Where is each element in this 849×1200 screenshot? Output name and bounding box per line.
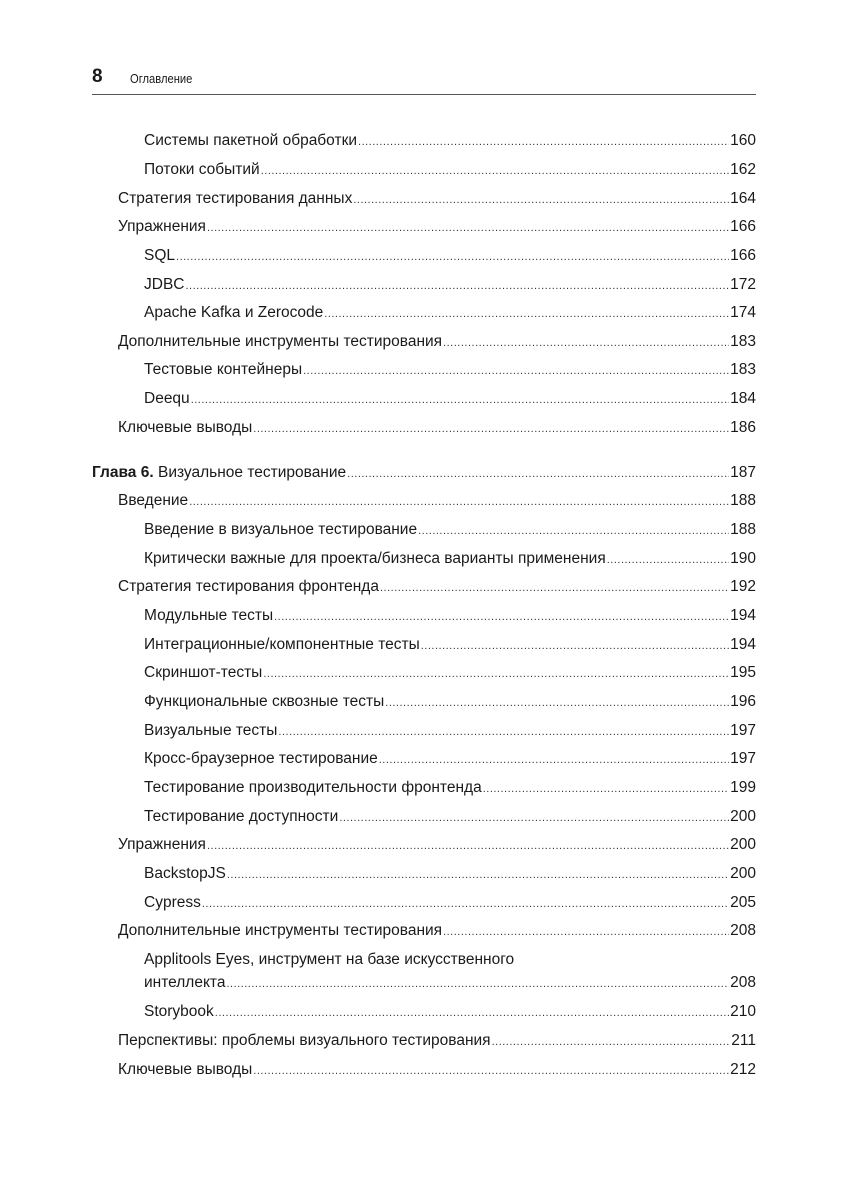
dot-leader [176, 247, 729, 267]
chapter-title: Визуальное тестирование [157, 464, 347, 481]
toc-entry[interactable] [144, 160, 756, 180]
dot-leader [278, 722, 729, 742]
toc-entry[interactable] [118, 217, 756, 237]
toc-entry-title: интеллекта [144, 974, 226, 991]
dot-leader [607, 550, 729, 570]
toc-entry-page: 205 [730, 894, 756, 911]
toc-entry-page: 172 [730, 276, 756, 293]
toc-entry[interactable] [144, 303, 756, 323]
dot-leader [207, 836, 729, 856]
toc-entry-title-line1: Applitools Eyes, инструмент на базе искусственного [144, 951, 515, 968]
toc-entry-title: Скриншот-тесты [144, 664, 263, 681]
toc-entry-title: BackstopJS [144, 865, 226, 882]
toc-entry[interactable] [144, 778, 756, 798]
toc-entry-page: 197 [730, 722, 756, 739]
dot-leader [324, 304, 729, 324]
toc-entry[interactable] [144, 549, 756, 569]
dot-leader [207, 218, 729, 238]
dot-leader [347, 464, 729, 484]
dot-leader [261, 161, 729, 181]
toc-entry-title: Потоки событий [144, 161, 260, 178]
toc-entry[interactable] [118, 418, 756, 438]
toc-entry-page: 183 [730, 361, 756, 378]
dot-leader [185, 276, 729, 296]
dot-leader [253, 1061, 729, 1081]
toc-entry-page: 183 [730, 333, 756, 350]
toc-entry-title: Визуальные тесты [144, 722, 278, 739]
toc-entry[interactable] [144, 389, 756, 409]
toc-entry-page: 192 [730, 578, 756, 595]
toc-entry-title: Функциональные сквозные тесты [144, 693, 385, 710]
toc-entry[interactable] [144, 246, 756, 266]
toc-entry[interactable] [118, 577, 756, 597]
dot-leader [443, 922, 729, 942]
toc-entry[interactable] [118, 189, 756, 209]
dot-leader [303, 361, 729, 381]
dot-leader [189, 492, 729, 512]
toc-entry-title: Стратегия тестирования фронтенда [118, 578, 379, 595]
toc-entry-page: 194 [730, 636, 756, 653]
toc-entry-title: Упражнения [118, 836, 206, 853]
dot-leader [226, 974, 729, 994]
toc-entry-title: JDBC [144, 276, 185, 293]
toc-entry-title: Системы пакетной обработки [144, 132, 358, 149]
toc-entry-title: Интеграционные/компонентные тесты [144, 636, 420, 653]
dot-leader [253, 419, 729, 439]
toc-entry-page: 174 [730, 304, 756, 321]
dot-leader [353, 190, 729, 210]
toc-entry[interactable] [144, 360, 756, 380]
toc-entry-title: Тестирование производительности фронтенда [144, 779, 482, 796]
toc-entry-page: 212 [730, 1061, 756, 1078]
toc-entry-page: 208 [730, 922, 756, 939]
toc-entry[interactable] [144, 973, 756, 993]
running-title: Оглавление [130, 71, 193, 86]
toc-entry-page: 208 [730, 974, 756, 991]
toc-entry-page: 188 [730, 521, 756, 538]
toc-entry[interactable] [144, 520, 756, 540]
toc-entry-title: Storybook [144, 1003, 214, 1020]
toc-entry-title: Дополнительные инструменты тестирования [118, 922, 443, 939]
toc-entry-page: 200 [730, 865, 756, 882]
toc-entry-title: Критически важные для проекта/бизнеса варианты применения [144, 550, 606, 567]
toc-entry[interactable] [144, 692, 756, 712]
toc-entry-page: 195 [730, 664, 756, 681]
dot-leader [339, 808, 729, 828]
dot-leader [385, 693, 729, 713]
toc-entry-title: Модульные тесты [144, 607, 274, 624]
dot-leader [358, 132, 729, 152]
dot-leader [421, 636, 729, 656]
toc-entry-title [92, 463, 346, 483]
toc-entry-title: Упражнения [118, 218, 206, 235]
toc-entry-page: 211 [731, 1032, 756, 1049]
toc-entry-page: 160 [730, 132, 756, 149]
toc-entry-title: SQL [144, 247, 176, 264]
toc-entry-title: Ключевые выводы [118, 1061, 253, 1078]
toc-entry[interactable] [144, 807, 756, 827]
toc-entry-page: 200 [730, 836, 756, 853]
toc-entry-page: 194 [730, 607, 756, 624]
dot-leader [483, 779, 729, 799]
toc-entry[interactable] [118, 491, 756, 511]
dot-leader [263, 664, 729, 684]
toc-entry[interactable] [144, 749, 756, 769]
toc-entry-title: Тестовые контейнеры [144, 361, 303, 378]
toc-entry[interactable] [144, 893, 756, 913]
dot-leader [379, 750, 729, 770]
toc-entry[interactable] [144, 721, 756, 741]
toc-entry-title: Кросс-браузерное тестирование [144, 750, 378, 767]
toc-entry-page: 162 [730, 161, 756, 178]
toc-entry[interactable] [144, 663, 756, 683]
page-header [92, 64, 756, 95]
dot-leader [443, 333, 729, 353]
dot-leader [191, 390, 729, 410]
dot-leader [418, 521, 729, 541]
toc-entry-page: 164 [730, 190, 756, 207]
chapter-label: Глава 6. [92, 464, 154, 481]
toc-entry-page: 187 [730, 464, 756, 481]
toc-entry-page: 200 [730, 808, 756, 825]
toc-entry[interactable] [118, 1060, 756, 1080]
toc-entry[interactable] [144, 606, 756, 626]
toc-entry-page: 210 [730, 1003, 756, 1020]
toc-entry[interactable] [118, 332, 756, 352]
toc-entry-title: Тестирование доступности [144, 808, 339, 825]
toc-entry-title: Cypress [144, 894, 201, 911]
dot-leader [215, 1003, 729, 1023]
toc-chapter-entry[interactable] [92, 463, 756, 483]
toc-entry[interactable] [118, 921, 756, 941]
toc-entry[interactable] [144, 635, 756, 655]
page-number: 8 [92, 66, 103, 87]
toc-entry-page: 184 [730, 390, 756, 407]
toc-entry-title: Apache Kafka и Zerocode [144, 304, 324, 321]
dot-leader [227, 865, 729, 885]
toc-entry-title: Стратегия тестирования данных [118, 190, 353, 207]
dot-leader [380, 578, 729, 598]
dot-leader [202, 894, 729, 914]
toc-entry-page: 197 [730, 750, 756, 767]
toc-entry-title: Введение [118, 492, 189, 509]
toc-entry-title: Deequ [144, 390, 190, 407]
toc-entry-page: 166 [730, 218, 756, 235]
toc-entry-page: 199 [730, 779, 756, 796]
toc-entry-page: 196 [730, 693, 756, 710]
toc-entry-page: 166 [730, 247, 756, 264]
toc-entry-title: Ключевые выводы [118, 419, 253, 436]
toc-entry[interactable] [144, 864, 756, 884]
toc-entry-title: Перспективы: проблемы визуального тестирования [118, 1032, 491, 1049]
toc-entry-page: 188 [730, 492, 756, 509]
toc-entry[interactable] [144, 131, 756, 151]
toc-entry-page: 186 [730, 419, 756, 436]
dot-leader [492, 1032, 731, 1052]
toc-entry[interactable] [144, 275, 756, 295]
dot-leader [274, 607, 729, 627]
toc-entry[interactable] [118, 835, 756, 855]
toc-entry-page: 190 [730, 550, 756, 567]
toc-entry-title: Дополнительные инструменты тестирования [118, 333, 443, 350]
toc-entry[interactable] [144, 1002, 756, 1022]
toc-entry-title: Введение в визуальное тестирование [144, 521, 418, 538]
toc-entry[interactable] [118, 1031, 756, 1051]
